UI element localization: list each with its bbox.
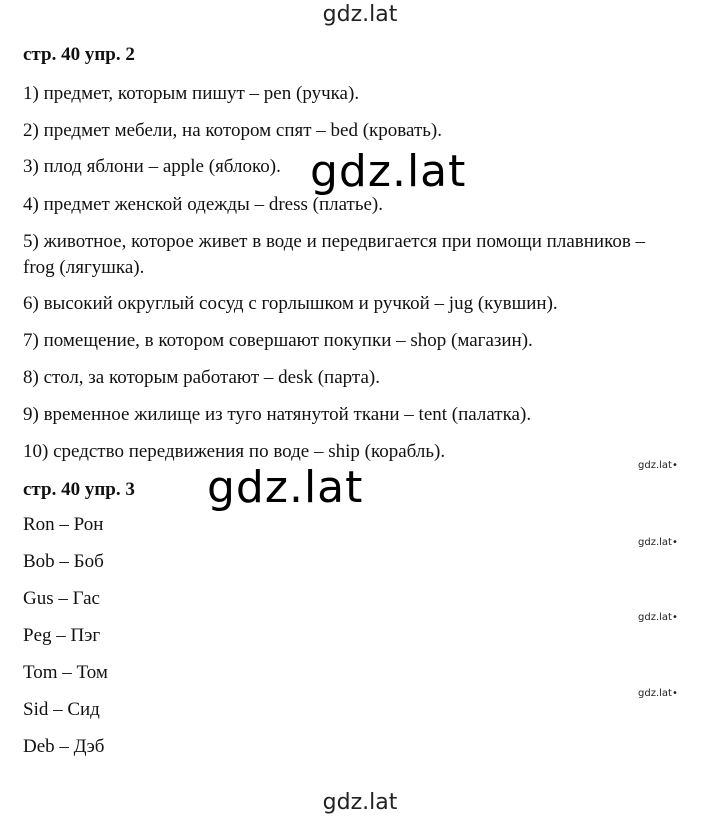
list-item: Tom – Том [23, 662, 108, 683]
list-item: 9) временное жилище из туго натянутой ткани – tent (палатка). [23, 404, 532, 425]
list-item: 6) высокий округлый сосуд с горлышком и ручкой – jug (кувшин). [23, 293, 558, 314]
section1-heading: стр. 40 упр. 2 [23, 44, 135, 65]
list-item: Sid – Сид [23, 699, 100, 720]
watermark-bottom: gdz.lat [322, 790, 398, 815]
watermark-large: gdz.lat [207, 462, 364, 513]
list-item: 8) стол, за которым работают – desk (парта). [23, 367, 380, 388]
watermark-small: gdz.lat• [638, 460, 678, 471]
list-item: 5) животное, которое живет в воде и передвигается при помощи плавников – [23, 231, 646, 252]
list-item: Deb – Дэб [23, 736, 105, 757]
section2-heading: стр. 40 упр. 3 [23, 479, 135, 500]
list-item: 3) плод яблони – apple (яблоко). [23, 156, 281, 177]
list-item: Gus – Гас [23, 588, 100, 609]
list-item: 7) помещение, в котором совершают покупки – shop (магазин). [23, 330, 533, 351]
list-item: 10) средство передвижения по воде – ship (корабль). [23, 441, 446, 462]
watermark-small: gdz.lat• [638, 612, 678, 623]
list-item: Peg – Пэг [23, 625, 101, 646]
watermark-large: gdz.lat [310, 146, 467, 197]
list-item: Ron – Рон [23, 514, 104, 535]
watermark-small: gdz.lat• [638, 537, 678, 548]
list-item: 2) предмет мебели, на котором спят – bed (кровать). [23, 120, 442, 141]
watermark-top: gdz.lat [322, 2, 398, 27]
list-item: 1) предмет, которым пишут – pen (ручка). [23, 83, 360, 104]
list-item: Bob – Боб [23, 551, 104, 572]
list-item: 4) предмет женской одежды – dress (платье). [23, 194, 384, 215]
watermark-small: gdz.lat• [638, 688, 678, 699]
list-item: frog (лягушка). [23, 257, 145, 278]
